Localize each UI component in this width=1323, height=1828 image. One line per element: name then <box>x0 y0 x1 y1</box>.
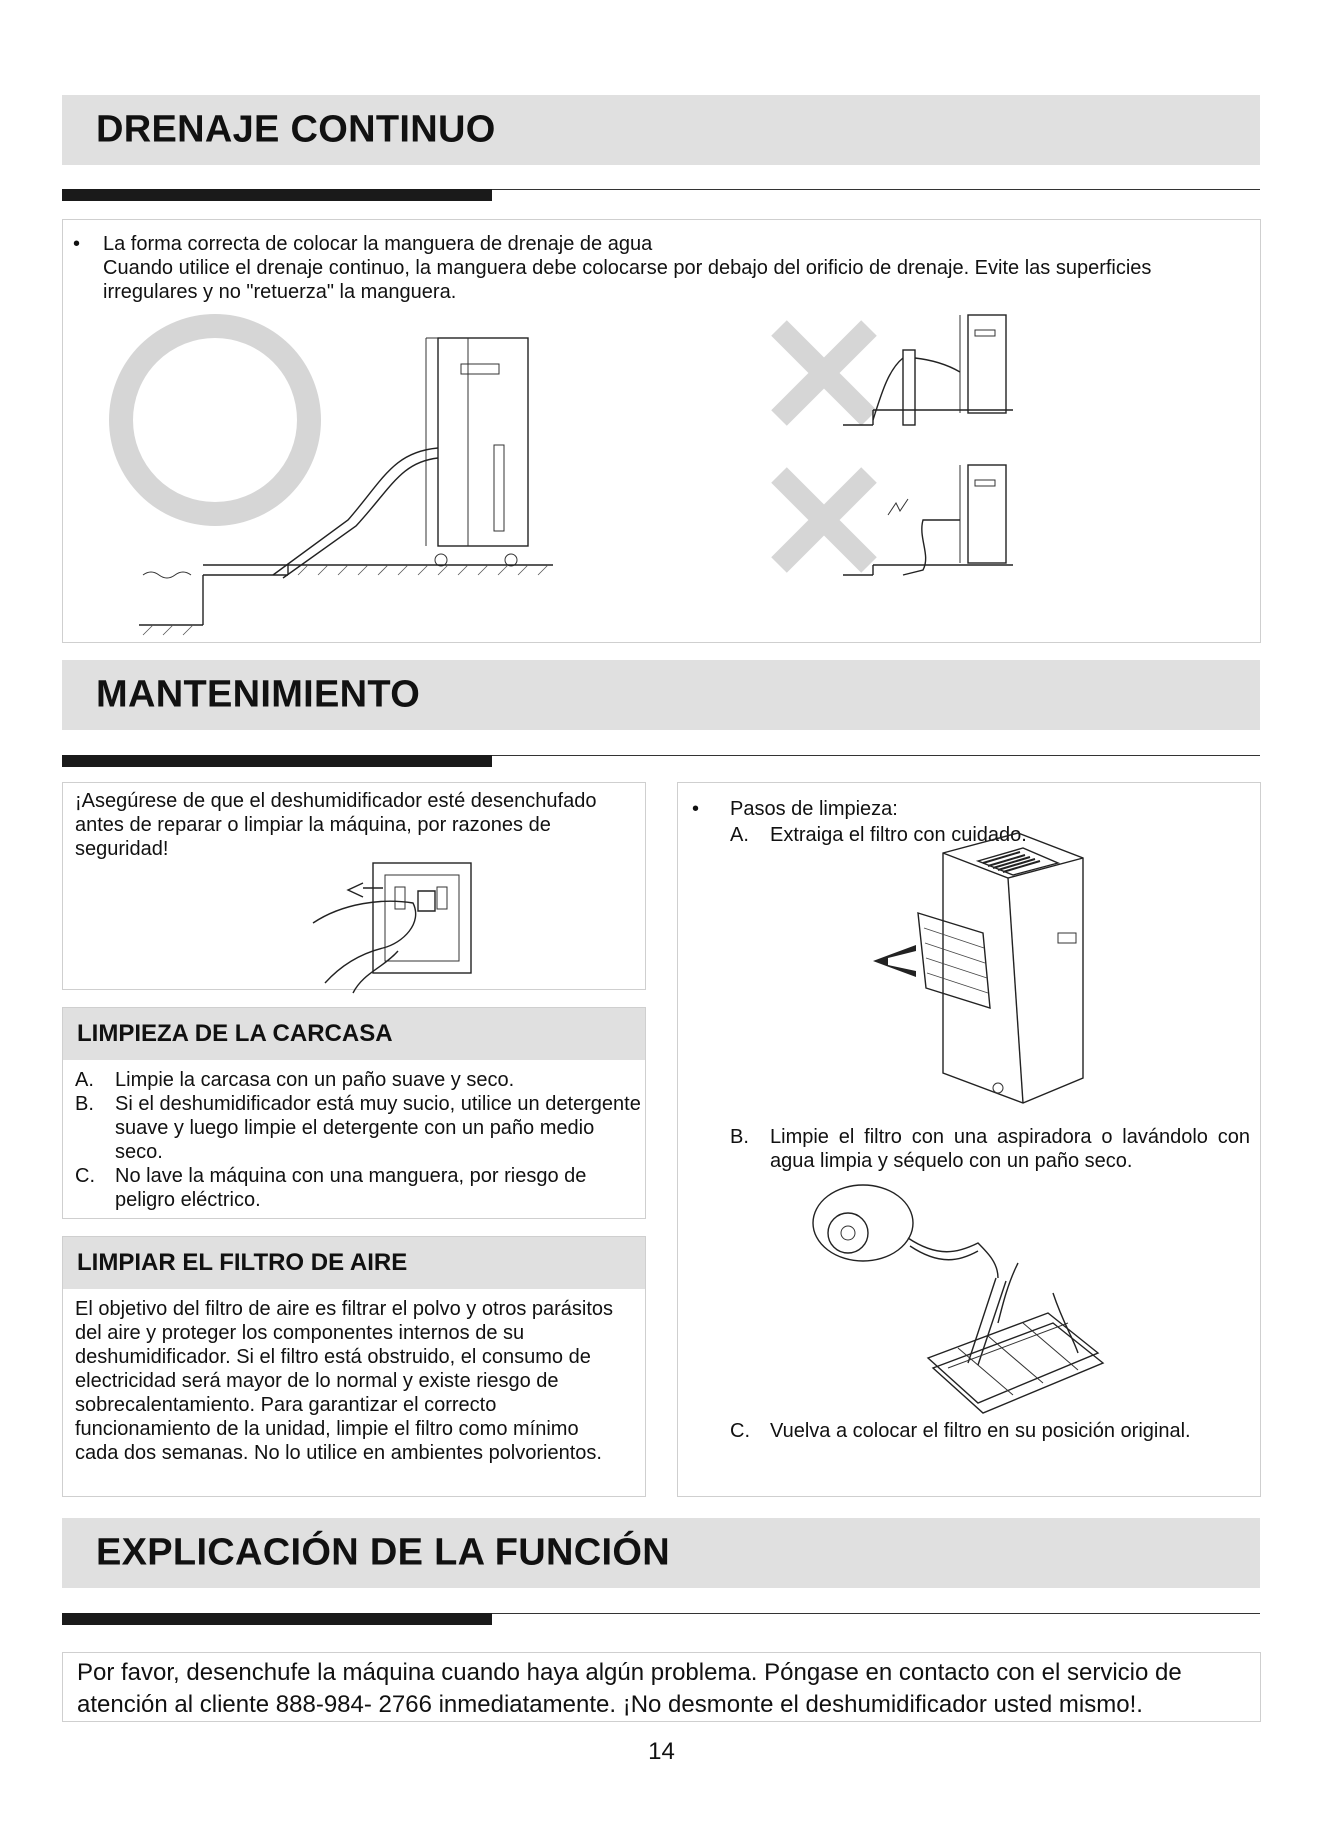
bullet: • <box>73 233 81 255</box>
cross-wrong-icon <box>779 328 869 418</box>
filtro-text: El objetivo del filtro de aire es filtrar el polvo y otros parásitos del aire y proteger los componentes internos de su deshumidificador. Si el filtro está obstruido, el consumo de electricidad será mayor de lo normal y existe riesgo de sobrecalentamiento. Para garantizar el correcto funcionamiento de la unidad, limpie el filtro como mínimo cada dos semanas. No lo utilice en ambientes polvorientos. <box>75 1298 614 1464</box>
list-item: A. Limpie la carcasa con un paño suave y seco. <box>75 1069 515 1091</box>
pasos-title: Pasos de limpieza: <box>730 798 898 820</box>
section-header-mantenimiento <box>62 660 1260 730</box>
filtro-title: LIMPIAR EL FILTRO DE AIRE <box>77 1249 408 1276</box>
unplug-illustration <box>63 783 645 989</box>
pasos-box <box>677 782 1261 1497</box>
section-rule-thick <box>62 1613 492 1625</box>
section-title-drenaje: DRENAJE CONTINUO <box>96 108 496 151</box>
carcasa-title: LIMPIEZA DE LA CARCASA <box>77 1020 393 1047</box>
section-header-explicacion <box>62 1518 1260 1588</box>
explicacion-box <box>62 1652 1261 1722</box>
list-item: A. Extraiga el filtro con cuidado. <box>730 824 1027 846</box>
vacuum-cleaning-illustration <box>678 783 1260 1496</box>
list-item: C. Vuelva a colocar el filtro en su posición original. <box>730 1420 1191 1442</box>
carcasa-box <box>62 1007 646 1219</box>
cross-wrong-icon <box>779 475 869 565</box>
page-number: 14 <box>648 1738 675 1765</box>
filtro-box <box>62 1236 646 1497</box>
section-header-drenaje <box>62 95 1260 165</box>
section-title-explicacion: EXPLICACIÓN DE LA FUNCIÓN <box>96 1531 670 1574</box>
section-title-mantenimiento: MANTENIMIENTO <box>96 673 421 716</box>
warning-text: ¡Asegúrese de que el deshumidificador esté desenchufado antes de reparar o limpiar la máquina, por razones de seguridad! <box>75 790 597 860</box>
drenaje-line2: Cuando utilice el drenaje continuo, la manguera debe colocarse por debajo del orificio de drenaje. Evite las superficies irregulares y no "retuerza" la manguera. <box>103 257 1152 303</box>
carcasa-header <box>63 1008 645 1060</box>
drainage-correct-illustration <box>63 220 1260 642</box>
section-rule-thin <box>492 755 1260 756</box>
section-rule-thin <box>492 189 1260 190</box>
explicacion-text: Por favor, desenchufe la máquina cuando haya algún problema. Póngase en contacto con el servicio de atención al cliente 888-984- 2766 inmediatamente. ¡No desmonte el deshumidificador usted mismo!. <box>77 1659 1182 1718</box>
section-rule-thick <box>62 755 492 767</box>
list-item: C. No lave la máquina con una manguera, por riesgo de peligro eléctrico. <box>75 1165 587 1211</box>
circle-correct-icon <box>121 326 309 514</box>
filtro-header <box>63 1237 645 1289</box>
drenaje-box <box>62 219 1261 643</box>
bullet: • <box>692 798 700 820</box>
list-item: B. Limpie el filtro con una aspiradora o lavándolo con agua limpia y séquelo con un paño seco. <box>730 1126 1250 1172</box>
drenaje-line1: La forma correcta de colocar la manguera de drenaje de agua <box>103 233 653 255</box>
section-rule-thick <box>62 189 492 201</box>
section-rule-thin <box>492 1613 1260 1614</box>
list-item: B. Si el deshumidificador está muy sucio, utilice un detergente suave y luego limpie el detergente con un paño medio seco. <box>75 1093 641 1163</box>
warning-box <box>62 782 646 990</box>
